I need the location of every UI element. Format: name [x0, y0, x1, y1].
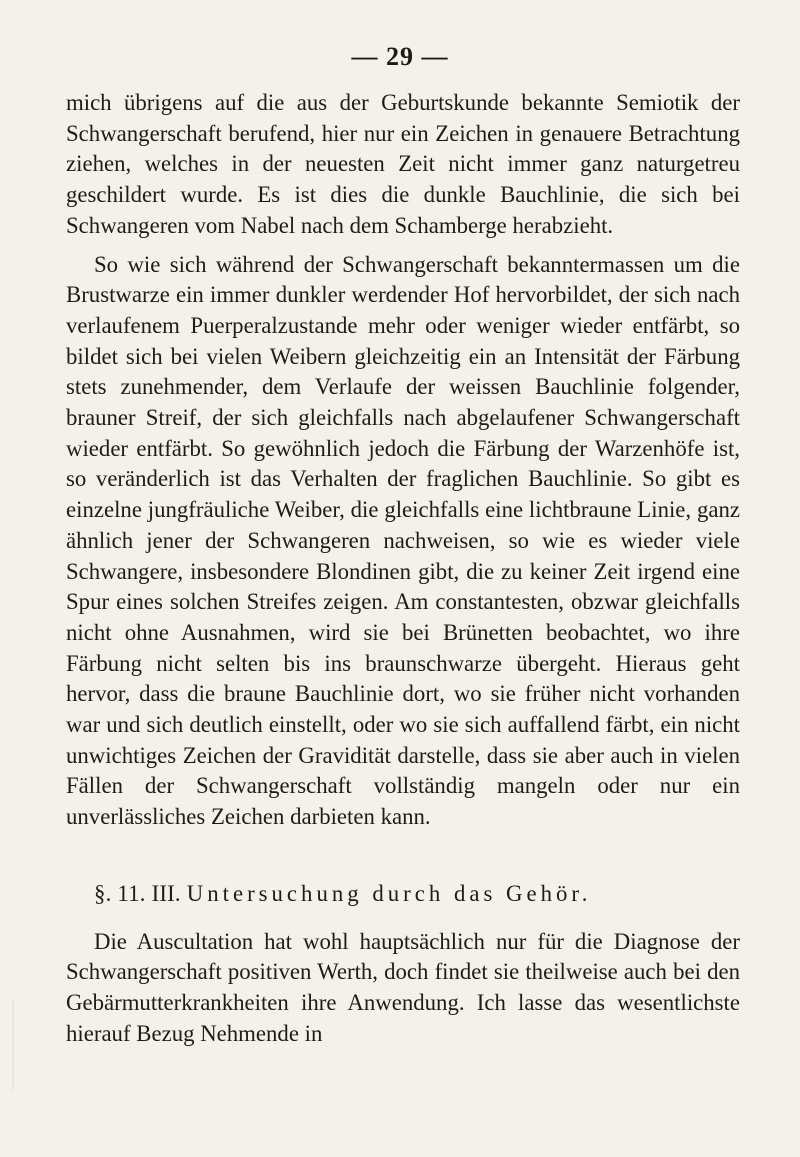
section-number: §. 11.	[94, 880, 146, 906]
paragraph-auscultation: Die Auscultation hat wohl hauptsächlich nur für die Diagnose der Schwangerschaft positiven Werth, doch findet sie theilweise auch bei den Gebärmutterkrankheiten ihre Anwendung. Ich lasse das wesentlichste hierauf Bezug Nehmende in	[66, 928, 740, 1046]
paragraph-bauchlinie: So wie sich während der Schwangerschaft bekanntermassen um die Brustwarze ein immer dunkler werdender Hof hervorbildet, der sich nach verlaufenem Puerperalzustande mehr oder weniger wieder entfärbt, so bildet sich bei vielen Weibern gleichzeitig ein an Intensität der Färbung stets zunehmender, dem Verlaufe der weissen Bauchlinie folgender, brauner Streif, der sich gleichfalls nach abgelaufener Schwangerschaft wieder entfärbt. So gewöhnlich jedoch die Färbung der Warzenhöfe ist, so veränderlich ist das Verhalten der fraglichen Bauchlinie. So gibt es einzelne jungfräuliche Weiber, die gleichfalls eine lichtbraune Linie, ganz ähnlich jener der Schwangeren nachweisen, so wie es wieder viele Schwangere, insbesondere Blondinen gibt, die zu keiner Zeit irgend eine Spur eines solchen Streifes zeigen. Am constantesten, obzwar gleichfalls nicht ohne Ausnahmen, wird sie bei Brünetten beobachtet, wo ihre Färbung nicht selten bis ins braunschwarze übergeht. Hieraus geht hervor, dass die braune Bauchlinie dort, wo sie früher nicht vorhanden war und sich deutlich einstellt, oder wo sie sich auffallend färbt, ein nicht unwichtiges Zeichen der Gravidität darstelle, dass sie aber auch in vielen Fällen der Schwangerschaft vollständig mangeln oder nur ein unverlässliches Zeichen darbieten kann.	[66, 251, 740, 830]
page-body	[66, 88, 740, 1049]
section-title-text: Untersuchung durch das Gehör.	[186, 880, 592, 906]
section-heading	[66, 879, 740, 910]
page-number: — 29 —	[351, 42, 449, 71]
page-edge-shadow	[12, 1000, 14, 1090]
paragraph-continuation: mich übrigens auf die aus der Geburtskunde bekannte Semiotik der Schwangerschaft berufend, hier nur ein Zeichen in genauere Betrachtung ziehen, welches in der neuesten Zeit nicht immer ganz naturgetreu geschildert wurde. Es ist dies die dunkle Bauchlinie, die sich bei Schwangeren vom Nabel nach dem Schamberge herabzieht.	[66, 90, 740, 238]
section-roman-numeral: III.	[151, 880, 181, 906]
